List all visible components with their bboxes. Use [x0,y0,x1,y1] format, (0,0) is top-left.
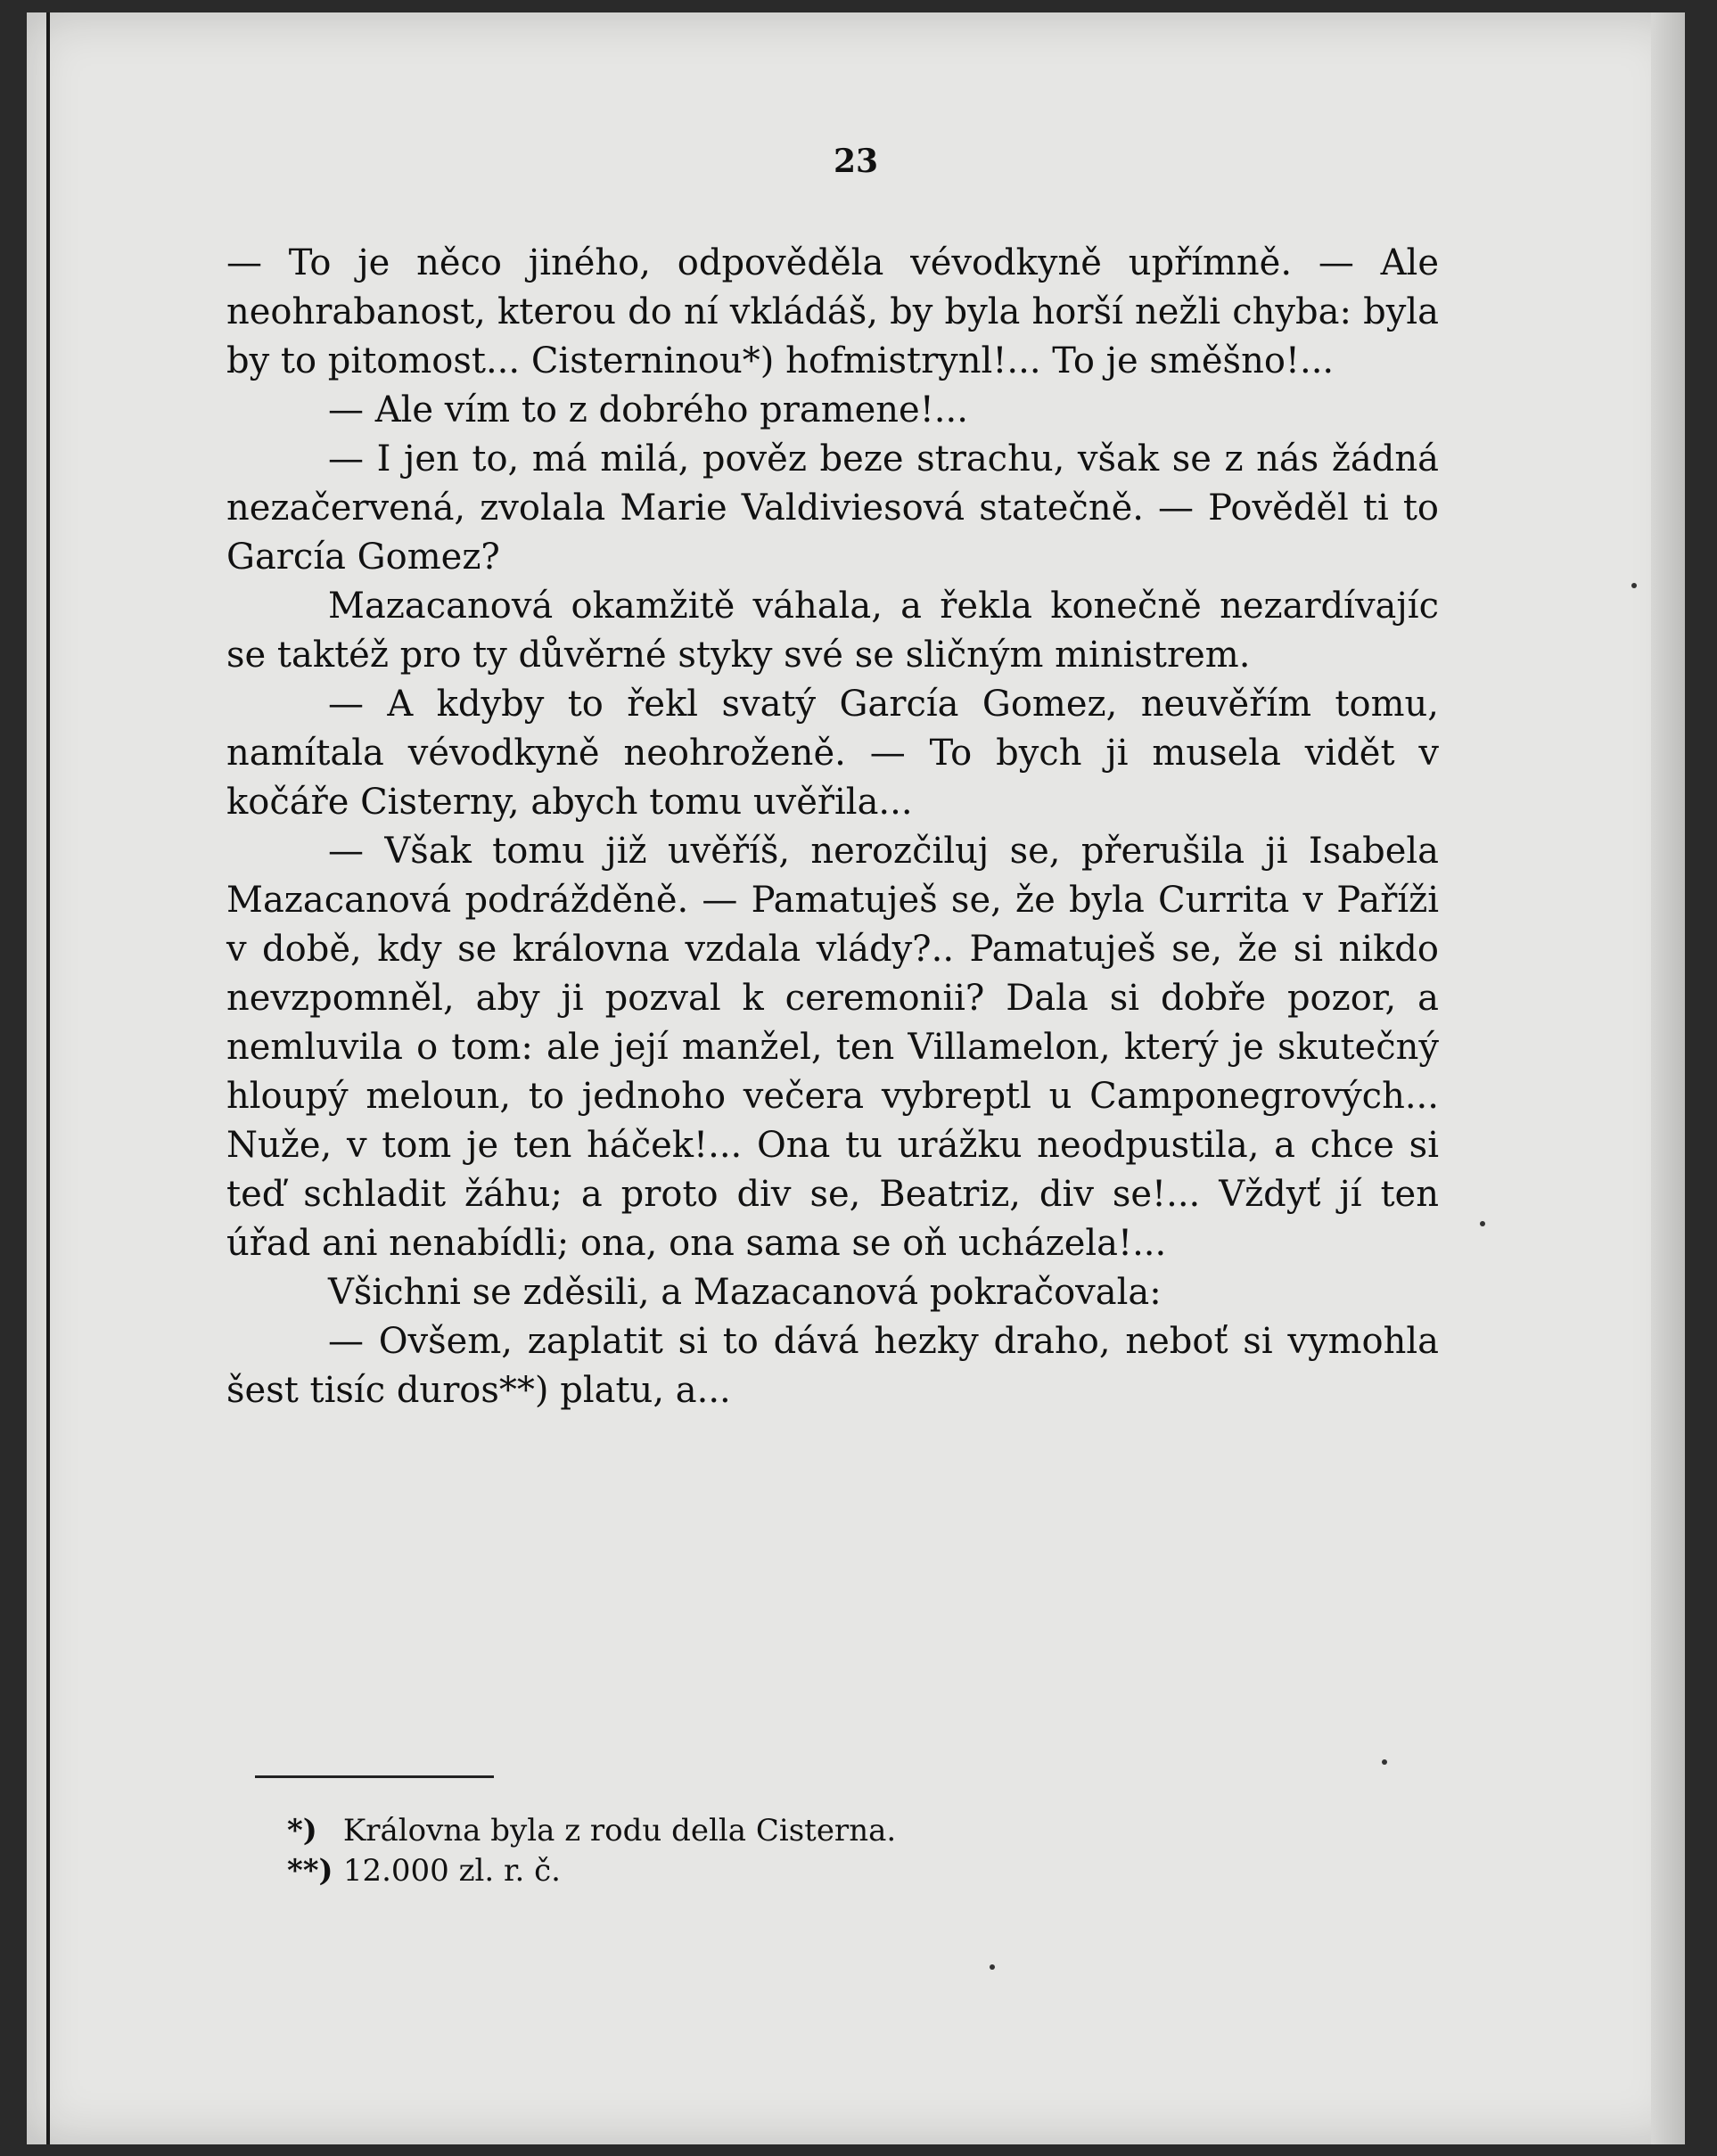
page-number: 23 [833,143,879,180]
spine-edge [46,12,50,2144]
footnote-1-text: Královna byla z rodu della Cisterna. [342,1813,897,1849]
paragraph-5: — A kdyby to řekl svatý García Gomez, neuvěřím tomu, namítala vévodkyně neohroženě. — To bych ji musela vidět v kočáře Cisterny, abych tomu uvěřila... [226,684,1439,823]
footnotes [287,1811,1357,1891]
page-edge-shadow [1651,12,1685,2144]
footnote-2-mark: **) [287,1853,333,1889]
footnote-1-mark: *) [287,1813,317,1849]
paragraph-7: Všichni se zděsili, a Mazacanová pokračovala: [328,1272,1162,1313]
footnote-1 [287,1811,1357,1851]
footnote-2 [287,1851,1357,1891]
paper-speck [1631,583,1637,588]
body-text [226,239,1439,1415]
paper-speck [990,1964,995,1970]
paragraph-4: Mazacanová okamžitě váhala, a řekla konečně nezardívajíc se taktéž pro ty důvěrné styky své se sličným ministrem. [226,586,1439,676]
paragraph-2: — Ale vím to z dobrého pramene!... [328,389,968,430]
paper-speck [1480,1221,1485,1226]
book-page [27,12,1685,2144]
paragraph-8: — Ovšem, zaplatit si to dává hezky draho, neboť si vymohla šest tisíc duros**) platu, a... [226,1321,1439,1411]
footnote-2-text: 12.000 zl. r. č. [342,1853,561,1889]
paper-speck [1382,1759,1387,1765]
paragraph-1: — To je něco jiného, odpověděla vévodkyně upřímně. — Ale neohrabanost, kterou do ní vkládáš, by byla horší nežli chyba: byla by to pitomost... Cisterninou*) hofmistrynl!... To je směšno!... [226,242,1439,381]
footnote-divider [255,1775,494,1778]
paragraph-6: — Však tomu již uvěříš, nerozčiluj se, přerušila ji Isabela Mazacanová podrážděně. — Pamatuješ se, že byla Currita v Paříži v době, kdy se královna vzdala vlády?.. Pamatuješ se, že si nikdo nevzpomněl, aby ji pozval k ceremonii? Dala si dobře pozor, a nemluvila o tom: ale její manžel, ten Villamelon, který je skutečný hloupý meloun, to jednoho večera vybreptl u Camponegrových... Nuže, v tom je ten háček!... Ona tu urážku neodpustila, a chce si teď schladit žáhu; a proto div se, Beatriz, div se!... Vždyť jí ten úřad ani nenabídli; ona, ona sama se oň ucházela!... [226,831,1439,1264]
paragraph-3: — I jen to, má milá, pověz beze strachu, však se z nás žádná nezačervená, zvolala Marie Valdiviesová statečně. — Pověděl ti to García Gomez? [226,439,1439,578]
